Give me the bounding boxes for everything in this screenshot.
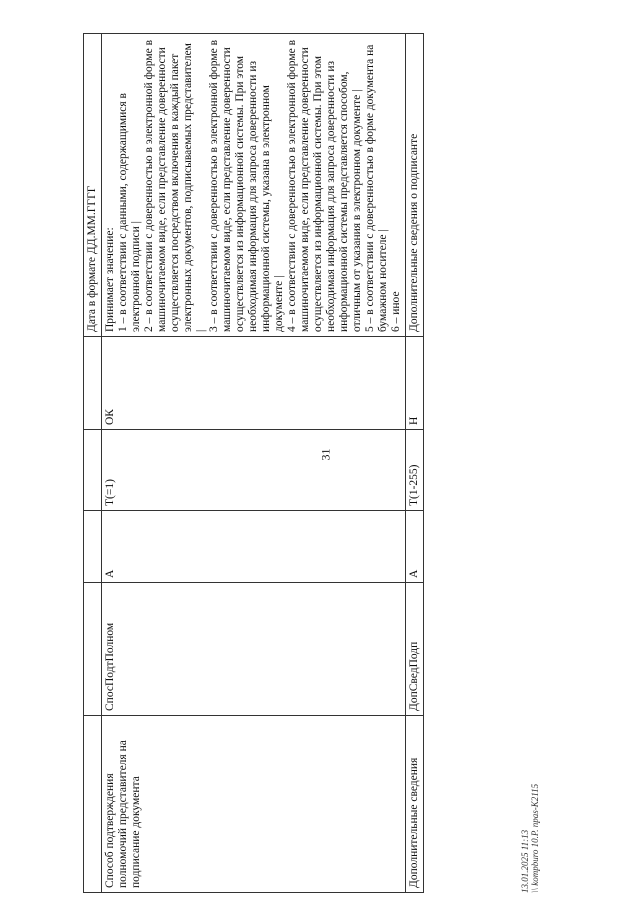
stamp-date: 13.01.2025 11:13 <box>520 829 530 893</box>
table-cell <box>84 511 102 583</box>
table-row <box>406 34 424 893</box>
kind-cell: Н <box>406 337 424 430</box>
element-name-cell: Способ подтверждения полномочий представителя на подписание документа <box>102 716 406 893</box>
required-flag-cell: А <box>102 511 406 583</box>
note-intro: Принимает значение: <box>104 227 116 332</box>
note-item: 6 – иное <box>390 291 402 332</box>
note-item: 2 – в соответствии с доверенностью в электронной форме в машиночитаемом виде, если представление доверенности осуществляется посредством включения в каждый пакет электронных документов, подписываемых представителем | <box>143 39 207 332</box>
required-flag-cell: А <box>406 511 424 583</box>
element-name-cell: Дополнительные сведения <box>406 716 424 893</box>
print-stamp <box>520 633 540 893</box>
rotated-page-content <box>48 33 548 893</box>
table-cell: Дата в формате ДД.ММ.ГГГГ <box>84 34 102 337</box>
table-row <box>102 34 406 893</box>
format-cell: T(1-255) <box>406 430 424 511</box>
note-item: 1 – в соответствии с данными, содержащимися в электронной подписи | <box>117 93 142 332</box>
specification-table <box>83 33 424 893</box>
element-code-cell: ДопСведПодп <box>406 583 424 716</box>
page-number: 31 <box>318 448 333 461</box>
table-cell <box>84 337 102 430</box>
table-cell <box>84 716 102 893</box>
table-cell <box>84 430 102 511</box>
note-cell <box>102 34 406 337</box>
table-cell <box>84 583 102 716</box>
format-cell: T(=1) <box>102 430 406 511</box>
note-item: 5 – в соответствии с доверенностью в форме документа на бумажном носителе | <box>364 44 389 332</box>
note-item: 4 – в соответствии с доверенностью в электронной форме в машиночитаемом виде, если представление доверенности осуществляется из информационной системы. При этом необходимая информация для запроса доверенности из информационной системы представляется способом, отличным от указания в электронном документе | <box>286 39 363 332</box>
note-item: 3 – в соответствии с доверенностью в электронной форме в машиночитаемом виде, если представление доверенности осуществляется из информационной системы. При этом необходимая информация для запроса доверенности из информационной системы, указана в электронном документе | <box>208 39 285 332</box>
element-code-cell: СпосПодтПолном <box>102 583 406 716</box>
stamp-path: \\ kompburo 10.P. npas-K2115 <box>530 783 540 893</box>
table-row <box>84 34 102 893</box>
note-cell <box>406 34 424 337</box>
kind-cell: ОК <box>102 337 406 430</box>
note-intro: Дополнительные сведения о подписанте <box>408 133 420 332</box>
